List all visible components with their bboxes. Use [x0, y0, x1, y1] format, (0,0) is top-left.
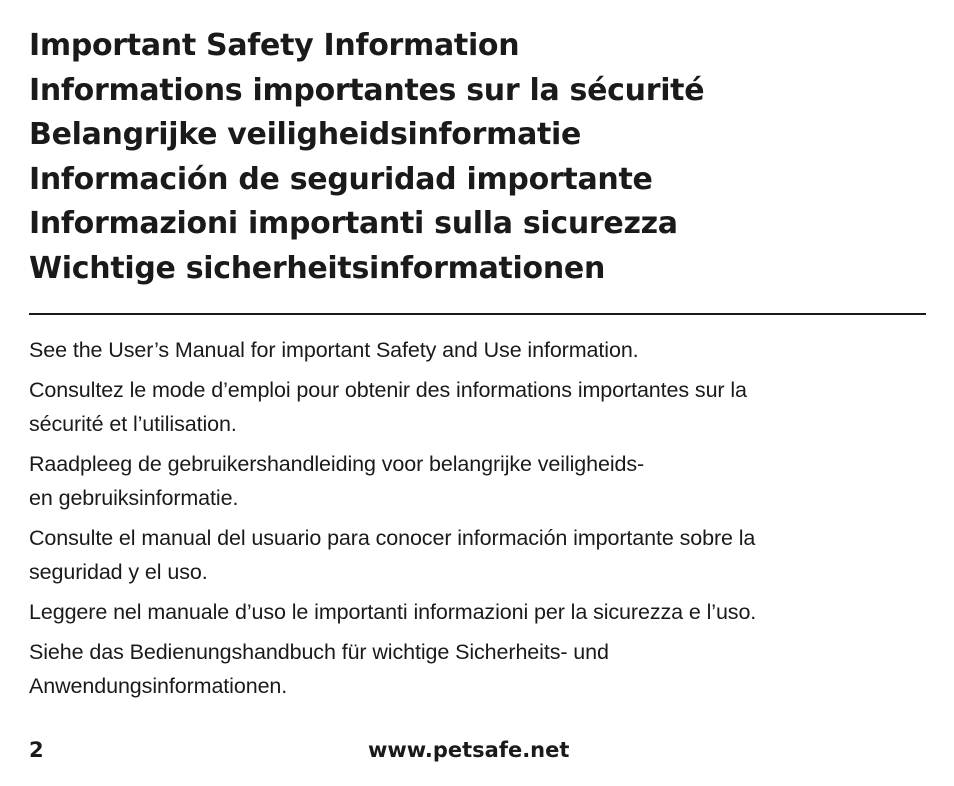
body-text: [29, 333, 919, 709]
paragraph-spanish: [29, 521, 919, 589]
paragraph-dutch: [29, 447, 919, 515]
horizontal-divider: [29, 313, 926, 315]
heading-german: Wichtige sicherheitsinformationen: [29, 250, 606, 286]
paragraph-english: [29, 333, 919, 367]
paragraph-line: Raadpleeg de gebruikershandleiding voor belangrijke veiligheids-: [29, 452, 645, 476]
heading-italian: Informazioni importanti sulla sicurezza: [29, 206, 678, 242]
heading-french: Informations importantes sur la sécurité: [29, 72, 705, 108]
paragraph-line: Siehe das Bedienungshandbuch für wichtige Sicherheits- und: [29, 640, 609, 664]
title-block: [29, 24, 929, 292]
heading-dutch: Belangrijke veiligheidsinformatie: [29, 117, 582, 153]
paragraph-italian: [29, 595, 919, 629]
paragraph-french: [29, 373, 919, 441]
heading-english: Important Safety Information: [29, 28, 520, 63]
paragraph-line: Leggere nel manuale d’uso le importanti informazioni per la sicurezza e l’uso.: [29, 600, 757, 624]
paragraph-line: sécurité et l’utilisation.: [29, 412, 237, 436]
page-number: 2: [29, 738, 44, 762]
paragraph-line: See the User’s Manual for important Safety and Use information.: [29, 338, 639, 362]
heading-spanish: Información de seguridad importante: [29, 161, 653, 197]
paragraph-german: [29, 635, 919, 703]
paragraph-line: seguridad y el uso.: [29, 560, 208, 584]
paragraph-line: Anwendungsinformationen.: [29, 674, 288, 698]
paragraph-line: en gebruiksinformatie.: [29, 486, 239, 510]
website-url: www.petsafe.net: [368, 738, 570, 762]
paragraph-line: Consulte el manual del usuario para conocer información importante sobre la: [29, 526, 756, 550]
paragraph-line: Consultez le mode d’emploi pour obtenir des informations importantes sur la: [29, 378, 747, 402]
